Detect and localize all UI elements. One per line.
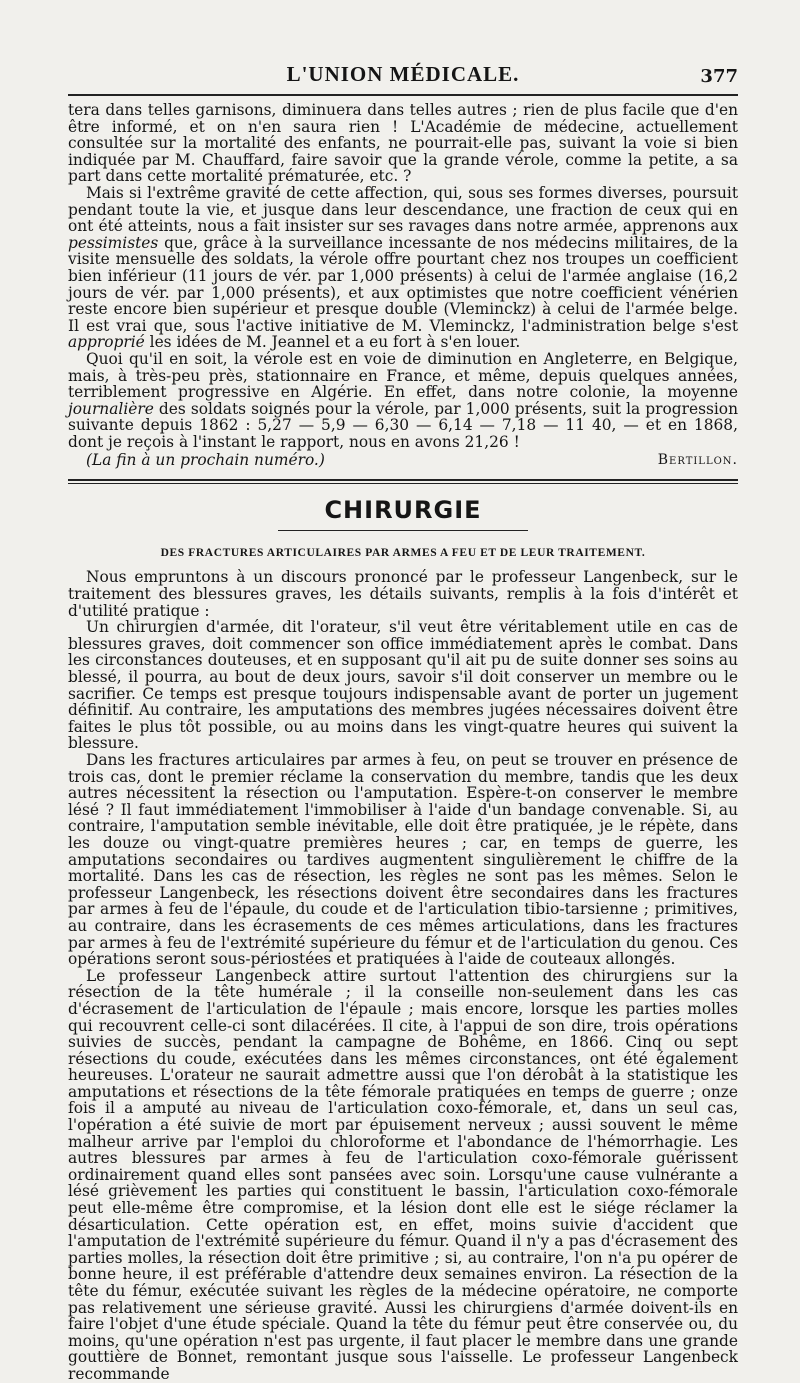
paragraph (68, 185, 738, 351)
author-signature: Bertillon. (657, 452, 738, 469)
running-header (68, 62, 738, 94)
paragraph: Un chirurgien d'armée, dit l'orateur, s'il veut être véritablement utile en cas de blessures graves, doit commencer son office immédiatement après le combat. Dans les circonstances douteuses, et en supposant qu'il ait pu de suite donner ses soins au blessé, il pourra, au bout de deux jours, savoir s'il doit conserver un membre ou le sacrifier. Ce temps est presque toujours indispensable avant de porter un jugement définitif. Au contraire, les amputations des membres jugées nécessaires doivent être faites le plus tôt possible, ou au moins dans les vingt-quatre heures qui suivent la blessure. (68, 618, 738, 753)
text-run: Mais si l'extrême gravité de cette affection, qui, sous ses formes diverses, poursuit pendant toute la vie, et jusque dans leur descendance, une fraction de ceux qui en ont été atteints, nous a fait insister sur ses ravages dans notre armée, apprenons aux (68, 183, 738, 236)
emphasis: journalière (68, 399, 154, 418)
section-divider-thin (68, 483, 738, 484)
paragraph: tera dans telles garnisons, diminuera dans telles autres ; rien de plus facile que d'en être informé, et on n'en saura rien ! L'Académie de médecine, actuellement consultée sur la mortalité des enfants, ne pourrait-elle pas, suivant la voie si bien indiquée par M. Chauffard, faire savoir que la grande vérole, comme la petite, a sa part dans cette mortalité prématurée, etc. ? (68, 101, 738, 186)
signature-line (68, 452, 738, 469)
continuation-note: (La fin à un prochain numéro.) (86, 451, 325, 470)
paragraph: Le professeur Langenbeck attire surtout l'attention des chirurgiens sur la résection de la tête humérale ; il la conseille non-seulement dans les cas d'écrasement de l'articulation de l'épaule ; mais encore, lorsque les parties molles qui recouvrent celle-ci sont dilacérées. Il cite, à l'appui de son dire, trois opérations suivies de succès, pendant la campagne de Bohême, en 1866. Cinq ou sept résections du coude, exécutées dans les mêmes circonstances, ont été également heureuses. L'orateur ne saurait admettre aussi que l'on dérobât à la statistique les amputations et résections de la tête fémorale pratiquées en temps de guerre ; onze fois il a amputé au niveau de l'articulation coxo-fémorale, et, dans un seul cas, l'opération a été suivie de mort par épuisement nerveux ; aussi souvent le même malheur arrive par l'emploi du chloroforme et l'abondance de l'hémorrhagie. Les autres blessures par armes à feu de l'articulation coxo-fémorale guérissent ordinairement quand elles sont pansées avec soin. Lorsqu'une cause vulnérante a lésé grièvement les parties qui constituent le bassin, l'articulation coxo-fémorale peut elle-même être compromise, et la lésion dont elle est le siége réclamer la désarticulation. Cette opération est, en effet, moins suivie d'accident que l'amputation de l'extrémité supérieure du fémur. Quand il n'y a pas d'écrasement des parties molles, la résection doit être primitive ; si, au contraire, l'on n'a pu opérer de bonne heure, il est préférable d'attendre deux semaines environ. La résection de la tête du fémur, exécutée suivant les règles de la médecine opératoire, ne comporte pas relativement une sérieuse gravité. Aussi les chirurgiens d'armée doivent-ils en faire l'objet d'une étude spéciale. Quand la tête du fémur peut être conservée ou, du moins, qu'une opération n'est pas urgente, il faut placer le membre dans une grande gouttière de Bonnet, remontant jusque sous l'aisselle. Le professeur Langenbeck recommande (68, 966, 738, 1383)
article-title: DES FRACTURES ARTICULAIRES PAR ARMES A FEU ET DE LEUR TRAITEMENT. (160, 547, 646, 560)
text-run: les idées de M. Jeannel et a eu fort à s'en louer. (144, 333, 521, 352)
emphasis: approprié (68, 333, 145, 352)
section-divider (68, 479, 738, 481)
journal-title: L'UNION MÉDICALE. (286, 62, 520, 86)
page-number: 377 (700, 66, 738, 87)
header-rule (68, 94, 738, 96)
paragraph (68, 351, 738, 451)
text-run: des soldats soignés pour la vérole, par 1,000 présents, suit la progression suivante depuis 1862 : 5,27 — 5,9 — 6,30 — 6,14 — 7,18 — 11 40, — et en 1868, dont je reçois à l'instant le rapport, nous en avons 21,26 ! (68, 399, 738, 451)
title-rule (278, 530, 528, 531)
paragraph: Dans les fractures articulaires par armes à feu, on peut se trouver en présence de trois cas, dont le premier réclame la conservation du membre, tandis que les deux autres nécessitent la résection ou l'amputation. Espère-t-on conserver le membre lésé ? Il faut immédiatement l'immobiliser à l'aide d'un bandage convenable. Si, au contraire, l'amputation semble inévitable, elle doit être pratiquée, je le répète, dans les douze ou vingt-quatre premières heures ; car, en temps de guerre, les amputations secondaires ou tardives augmentent singulièrement le chiffre de la mortalité. Dans les cas de résection, les règles ne sont pas les mêmes. Selon le professeur Langenbeck, les résections doivent être secondaires dans les fractures par armes à feu de l'épaule, du coude et de l'articulation tibio-tarsienne ; primitives, au contraire, dans les écrasements de ces mêmes articulations, dans les fractures par armes à feu de l'extrémité supérieure du fémur et de l'articulation du genou. Ces opérations seront sous-périostées et pratiquées à l'aide de couteaux allongés. (68, 751, 738, 969)
text-run: Quoi qu'il en soit, la vérole est en voie de diminution en Angleterre, en Belgique, mais, à très-peu près, stationnaire en France, et même, depuis quelques années, terriblement progressive en Algérie. En effet, dans notre colonie, la moyenne (68, 349, 738, 402)
emphasis: pessimistes (68, 233, 159, 252)
text-run: que, grâce à la surveillance incessante de nos médecins militaires, de la visite mensuelle des soldats, la vérole offre pourtant chez nos troupes un coefficient bien inférieur (11 jours de vér. par 1,000 présents) à celui de l'armée anglaise (16,2 jours de vér. par 1,000 présents), et aux optimistes que notre coefficient vénérien reste encore bien supérieur et presque double (Vleminckz) à celui de l'armée belge. Il est vrai que, sous l'active initiative de M. Vleminckz, l'administration belge s'est (68, 233, 738, 335)
paragraph: Nous empruntons à un discours prononcé par le professeur Langenbeck, sur le traitement des blessures graves, les détails suivants, remplis à la fois d'intérêt et d'utilité pratique : (68, 568, 738, 620)
section-title: CHIRURGIE (324, 496, 482, 525)
